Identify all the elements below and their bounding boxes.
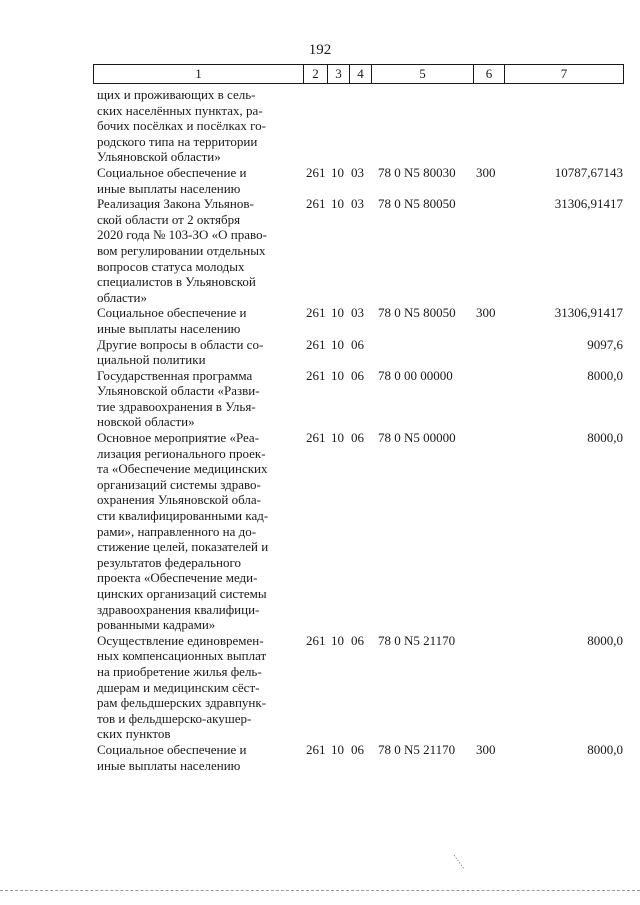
expense-type-code: 300 [476,741,496,757]
amount: 8000,0 [587,367,623,383]
table-row [97,87,627,165]
section-code: 10 [331,164,344,180]
table-row [97,337,627,368]
table-row [97,305,627,336]
header-col-3: 3 [328,65,350,83]
amount: 10787,67143 [554,164,623,180]
admin-code: 261 [306,632,326,648]
section-code: 10 [331,632,344,648]
admin-code: 261 [306,336,326,352]
amount: 9097,6 [587,336,623,352]
target-article-code: 78 0 N5 80050 [378,196,456,212]
page-number: 192 [308,42,332,58]
target-article-code: 78 0 N5 21170 [378,741,456,757]
row-description: щих и проживающих в сель- ских населённых пунктах, ра- бочих посёлках и посёлках го- родского типа на территории Ульяновской области» [97,87,266,165]
target-article-code: 78 0 00 00000 [378,367,453,383]
amount: 8000,0 [587,741,623,757]
scan-edge [0,890,640,892]
header-col-2: 2 [304,65,328,83]
row-description: Другие вопросы в области со- циальной политики [97,336,264,368]
header-col-7: 7 [560,66,568,81]
row-description: Социальное обеспечение и иные выплаты населению [97,164,247,196]
section-code: 10 [331,367,344,383]
subsection-code: 06 [351,367,364,383]
section-code: 10 [331,336,344,352]
admin-code: 261 [306,196,326,212]
budget-table-body [97,87,627,773]
subsection-code: 03 [351,196,364,212]
amount: 8000,0 [587,430,623,446]
amount: 8000,0 [587,632,623,648]
header-col-1: 1 [94,65,304,83]
target-article-code: 78 0 N5 80050 [378,305,456,321]
table-row [97,165,627,196]
section-code: 10 [331,196,344,212]
table-row [97,430,627,633]
section-code: 10 [331,741,344,757]
table-header [93,64,624,84]
target-article-code: 78 0 N5 80030 [378,164,456,180]
section-code: 10 [331,305,344,321]
expense-type-code: 300 [476,305,496,321]
row-description: Социальное обеспечение и иные выплаты населению [97,305,247,336]
header-col-5: 5 [372,65,474,83]
row-description: Основное мероприятие «Реа- лизация регионального проек- та «Обеспечение медицинских организаций системы здраво- охранения Ульяновской обла- сти квалифицированными кад- рами», направленного на до- стижение целей, показателей и результатов федерального проекта «Обеспечение меди- цинских организаций системы здравоохранения квалифици- рованными кадрами» [97,430,269,633]
subsection-code: 06 [351,430,364,446]
amount: 31306,91417 [554,305,623,321]
table-row [97,633,627,742]
subsection-code: 03 [351,305,364,321]
subsection-code: 06 [351,336,364,352]
admin-code: 261 [306,305,326,321]
target-article-code: 78 0 N5 00000 [378,430,456,446]
section-code: 10 [331,430,344,446]
subsection-code: 03 [351,164,364,180]
subsection-code: 06 [351,632,364,648]
admin-code: 261 [306,741,326,757]
table-row [97,742,627,773]
row-description: Реализация Закона Ульянов- ской области от 2 октября 2020 года № 103-ЗО «О право- вом регулировании отдельных вопросов статуса молодых специалистов в Ульяновской области» [97,196,267,305]
admin-code: 261 [306,367,326,383]
subsection-code: 06 [351,741,364,757]
row-description: Осуществление единовремен- ных компенсационных выплат на приобретение жилья фель- дшерам и медицинским сёст- рам фельдшерских здравпунк- тов и фельдшерско-акушер- ских пунктов [97,632,267,742]
row-description: Государственная программа Ульяновской области «Разви- тие здравоохранения в Улья- новской области» [97,367,260,430]
header-col-6: 6 [474,65,505,83]
scan-mark [452,853,466,871]
admin-code: 261 [306,164,326,180]
table-row [97,196,627,305]
admin-code: 261 [306,430,326,446]
table-row [97,368,627,430]
target-article-code: 78 0 N5 21170 [378,632,456,648]
row-description: Социальное обеспечение и иные выплаты населению [97,741,247,773]
amount: 31306,91417 [554,196,623,212]
header-col-4: 4 [350,65,372,83]
expense-type-code: 300 [476,164,496,180]
